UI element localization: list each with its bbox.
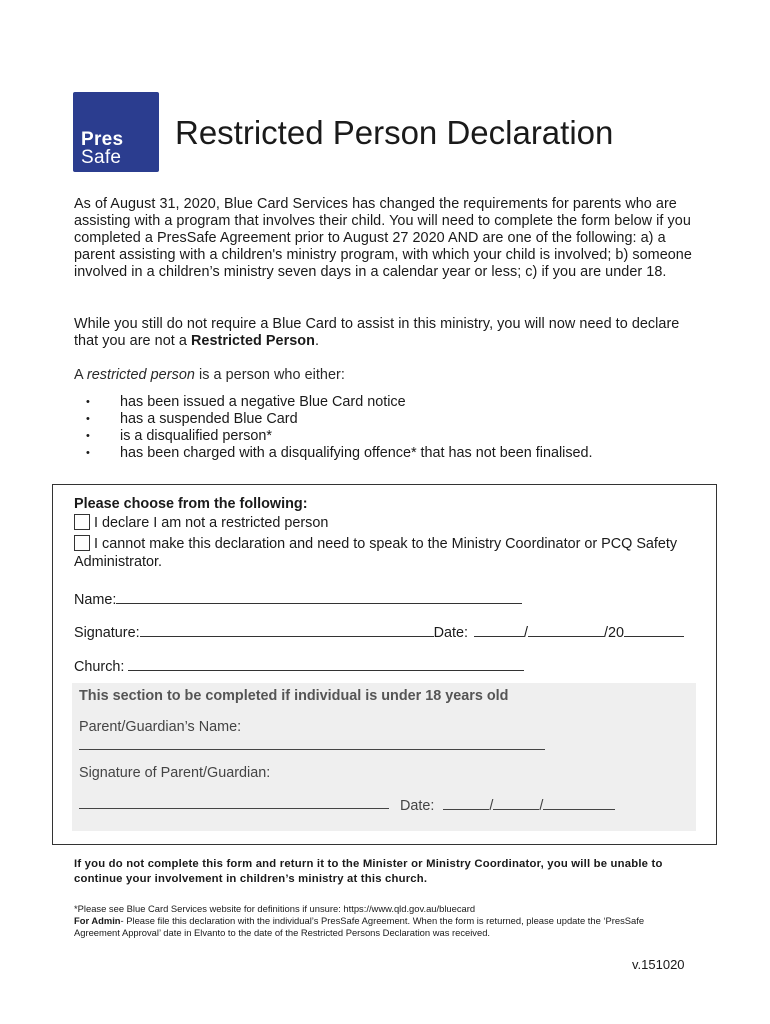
guardian-date-separator: / xyxy=(489,798,494,814)
definition-prefix: A xyxy=(74,367,87,383)
page-title: Restricted Person Declaration xyxy=(175,114,614,151)
church-input[interactable] xyxy=(128,657,524,671)
option-not-restricted-label: I declare I am not a restricted person xyxy=(94,515,329,531)
date-year-prefix: /20 xyxy=(604,625,625,641)
signature-field xyxy=(74,623,684,642)
intro-paragraph: As of August 31, 2020, Blue Card Services has changed the requirements for parents who are assisting with a program that involves their child. You will need to complete the form below if you completed a PresSafe Agreement prior to August 27 2020 AND are one of the following: a) a parent assisting with a children's ministry program, with which your child is involved; b) someone involved in a children’s ministry seven days in a calendar year or less; c) if you are under 18. xyxy=(74,196,692,280)
date-year-input[interactable] xyxy=(624,623,684,637)
name-label: Name: xyxy=(74,592,117,608)
declare-bold: Restricted Person xyxy=(190,333,315,349)
bullet-icon: • xyxy=(86,413,90,425)
guardian-signature-input[interactable] xyxy=(79,808,389,809)
list-item xyxy=(74,428,714,445)
list-item-text: is a disqualified person* xyxy=(120,428,272,444)
form-heading: Please choose from the following: xyxy=(74,496,308,512)
list-item-text: has been charged with a disqualifying offence* that has not been finalised. xyxy=(120,445,593,461)
guardian-signature-label: Signature of Parent/Guardian: xyxy=(79,765,271,781)
guardian-date-year-input[interactable] xyxy=(543,796,615,810)
restricted-criteria-list xyxy=(74,394,714,462)
date-day-input[interactable] xyxy=(474,623,524,637)
date-label: Date: xyxy=(433,625,469,641)
guardian-date-separator: / xyxy=(539,798,544,814)
logo-text-pres: Pres xyxy=(81,129,124,150)
name-field xyxy=(74,590,522,609)
declare-paragraph xyxy=(74,316,704,350)
footnote xyxy=(74,903,684,939)
guardian-date-day-input[interactable] xyxy=(443,796,489,810)
declare-end: . xyxy=(314,333,320,349)
definition-suffix: is a person who either: xyxy=(194,367,345,383)
bullet-icon: • xyxy=(86,430,90,442)
option-cannot-declare-label: I cannot make this declaration and need to speak to the Ministry Coordinator or PCQ Safety Administrator. xyxy=(74,536,678,570)
footnote-admin-text: - Please file this declaration with the individual’s PresSafe Agreement. When the form is returned, please update the ‘PresSafe Agreement Approval’ date in Elvanto to the date of the Restricted Persons Declaration was received. xyxy=(74,915,645,938)
church-field xyxy=(74,657,524,676)
name-input[interactable] xyxy=(116,590,522,604)
guardian-name-input[interactable] xyxy=(79,749,545,750)
declare-text: While you still do not require a Blue Card to assist in this ministry, you will now need to declare that you are not a xyxy=(74,316,680,349)
option-not-restricted xyxy=(74,514,328,532)
pressafe-logo xyxy=(73,92,159,172)
option-cannot-declare xyxy=(74,535,694,571)
guardian-date-label: Date: xyxy=(400,798,435,814)
bullet-icon: • xyxy=(86,447,90,459)
signature-label: Signature: xyxy=(74,625,140,641)
footnote-admin-label: For Admin xyxy=(74,915,121,926)
list-item-text: has been issued a negative Blue Card notice xyxy=(120,394,406,410)
checkbox-not-restricted[interactable] xyxy=(74,514,90,530)
guardian-name-label: Parent/Guardian’s Name: xyxy=(79,719,242,735)
list-item xyxy=(74,411,714,428)
date-month-input[interactable] xyxy=(528,623,604,637)
list-item xyxy=(74,445,714,462)
signature-input[interactable] xyxy=(140,623,434,637)
bullet-icon: • xyxy=(86,396,90,408)
checkbox-cannot-declare[interactable] xyxy=(74,535,90,551)
version-label: v.151020 xyxy=(632,957,685,972)
definition-italic: restricted person xyxy=(86,367,195,383)
church-label: Church: xyxy=(74,659,125,675)
warning-notice: If you do not complete this form and return it to the Minister or Ministry Coordinator, you will be unable to continue your involvement in children’s ministry at this church. xyxy=(74,858,663,885)
definition-paragraph xyxy=(74,367,704,384)
date-separator: / xyxy=(524,625,529,641)
footnote-definitions: *Please see Blue Card Services website for definitions if unsure: https://www.qld.gov.au/bluecard xyxy=(74,903,476,914)
list-item-text: has a suspended Blue Card xyxy=(120,411,298,427)
guardian-date-field xyxy=(400,796,615,814)
list-item xyxy=(74,394,714,411)
logo-text-safe: Safe xyxy=(81,147,122,168)
under-18-heading: This section to be completed if individual is under 18 years old xyxy=(79,688,509,704)
guardian-date-month-input[interactable] xyxy=(493,796,539,810)
